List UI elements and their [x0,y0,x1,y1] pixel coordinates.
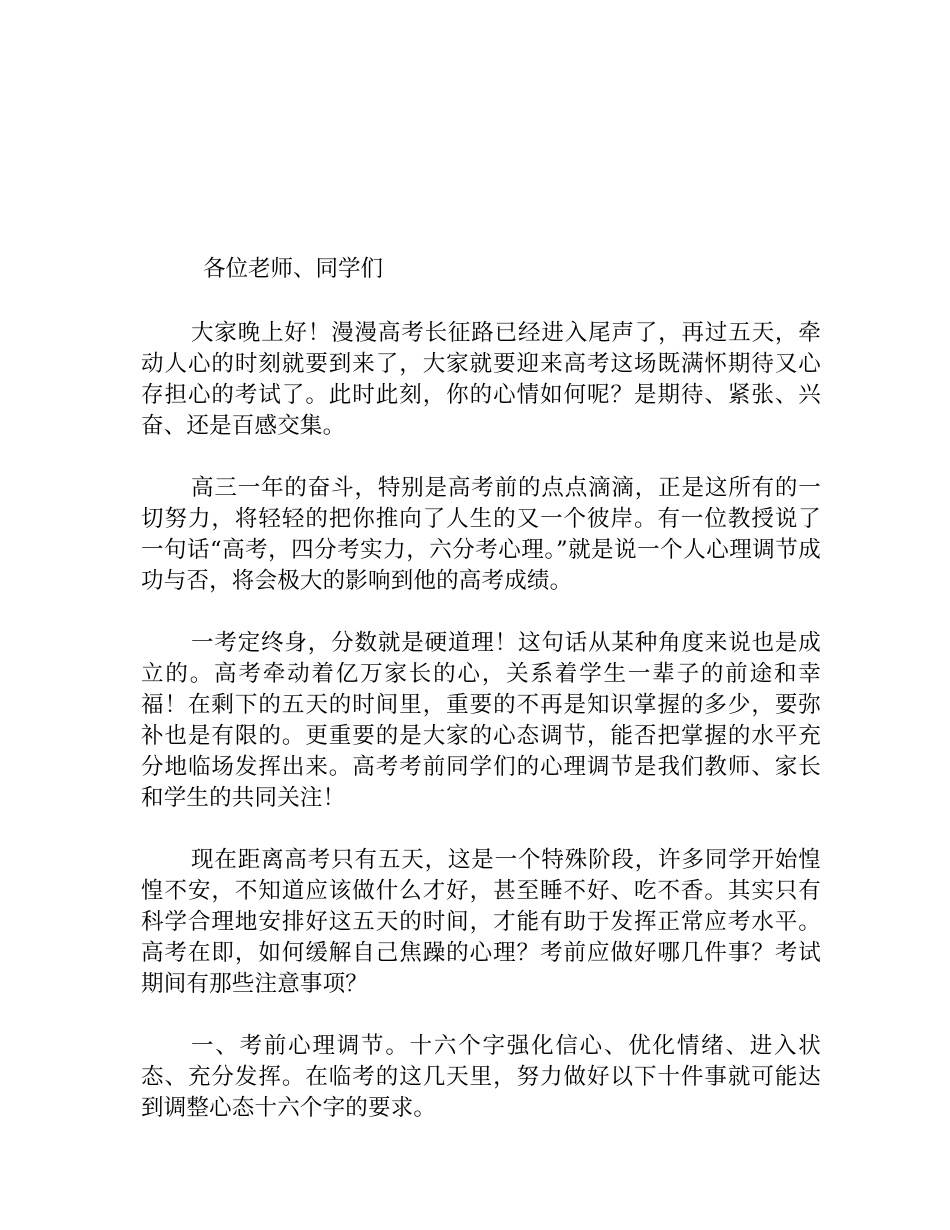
paragraph-five-days: 现在距离高考只有五天，这是一个特殊阶段，许多同学开始惶惶不安，不知道应该做什么才好，甚至睡不好、吃不香。其实只有科学合理地安排好这五天的时间，才能有助于发挥正常应考水平。高考在即，如何缓解自己焦躁的心理？考前应做好哪几件事？考试期间有那些注意事项？ [141,847,821,997]
paragraph-greeting: 大家晚上好！漫漫高考长征路已经进入尾声了，再过五天，牵动人心的时刻就要到来了，大家就要迎来高考这场既满怀期待又心存担心的考试了。此时此刻，你的心情如何呢？是期待、紧张、兴奋、还是百感交集。 [141,320,821,439]
paragraph-senior-year: 高三一年的奋斗，特别是高考前的点点滴滴，正是这所有的一切努力，将轻轻的把你推向了人生的又一个彼岸。有一位教授说了一句话“高考，四分考实力，六分考心理。”就是说一个人心理调节成功与否，将会极大的影响到他的高考成绩。 [141,475,821,594]
paragraph-section-one: 一、考前心理调节。十六个字强化信心、优化情绪、进入状态、充分发挥。在临考的这几天里，努力做好以下十件事就可能达到调整心态十六个字的要求。 [141,1033,821,1121]
salutation: 各位老师、同学们 [203,256,384,282]
paragraph-one-exam: 一考定终身，分数就是硬道理！这句话从某种角度来说也是成立的。高考牵动着亿万家长的心，关系着学生一辈子的前途和幸福！在剩下的五天的时间里，重要的不再是知识掌握的多少，要弥补也是有限的。更重要的是大家的心态调节，能否把掌握的水平充分地临场发挥出来。高考考前同学们的心理调节是我们教师、家长和学生的共同关注！ [141,630,821,811]
document-body [141,252,821,1155]
